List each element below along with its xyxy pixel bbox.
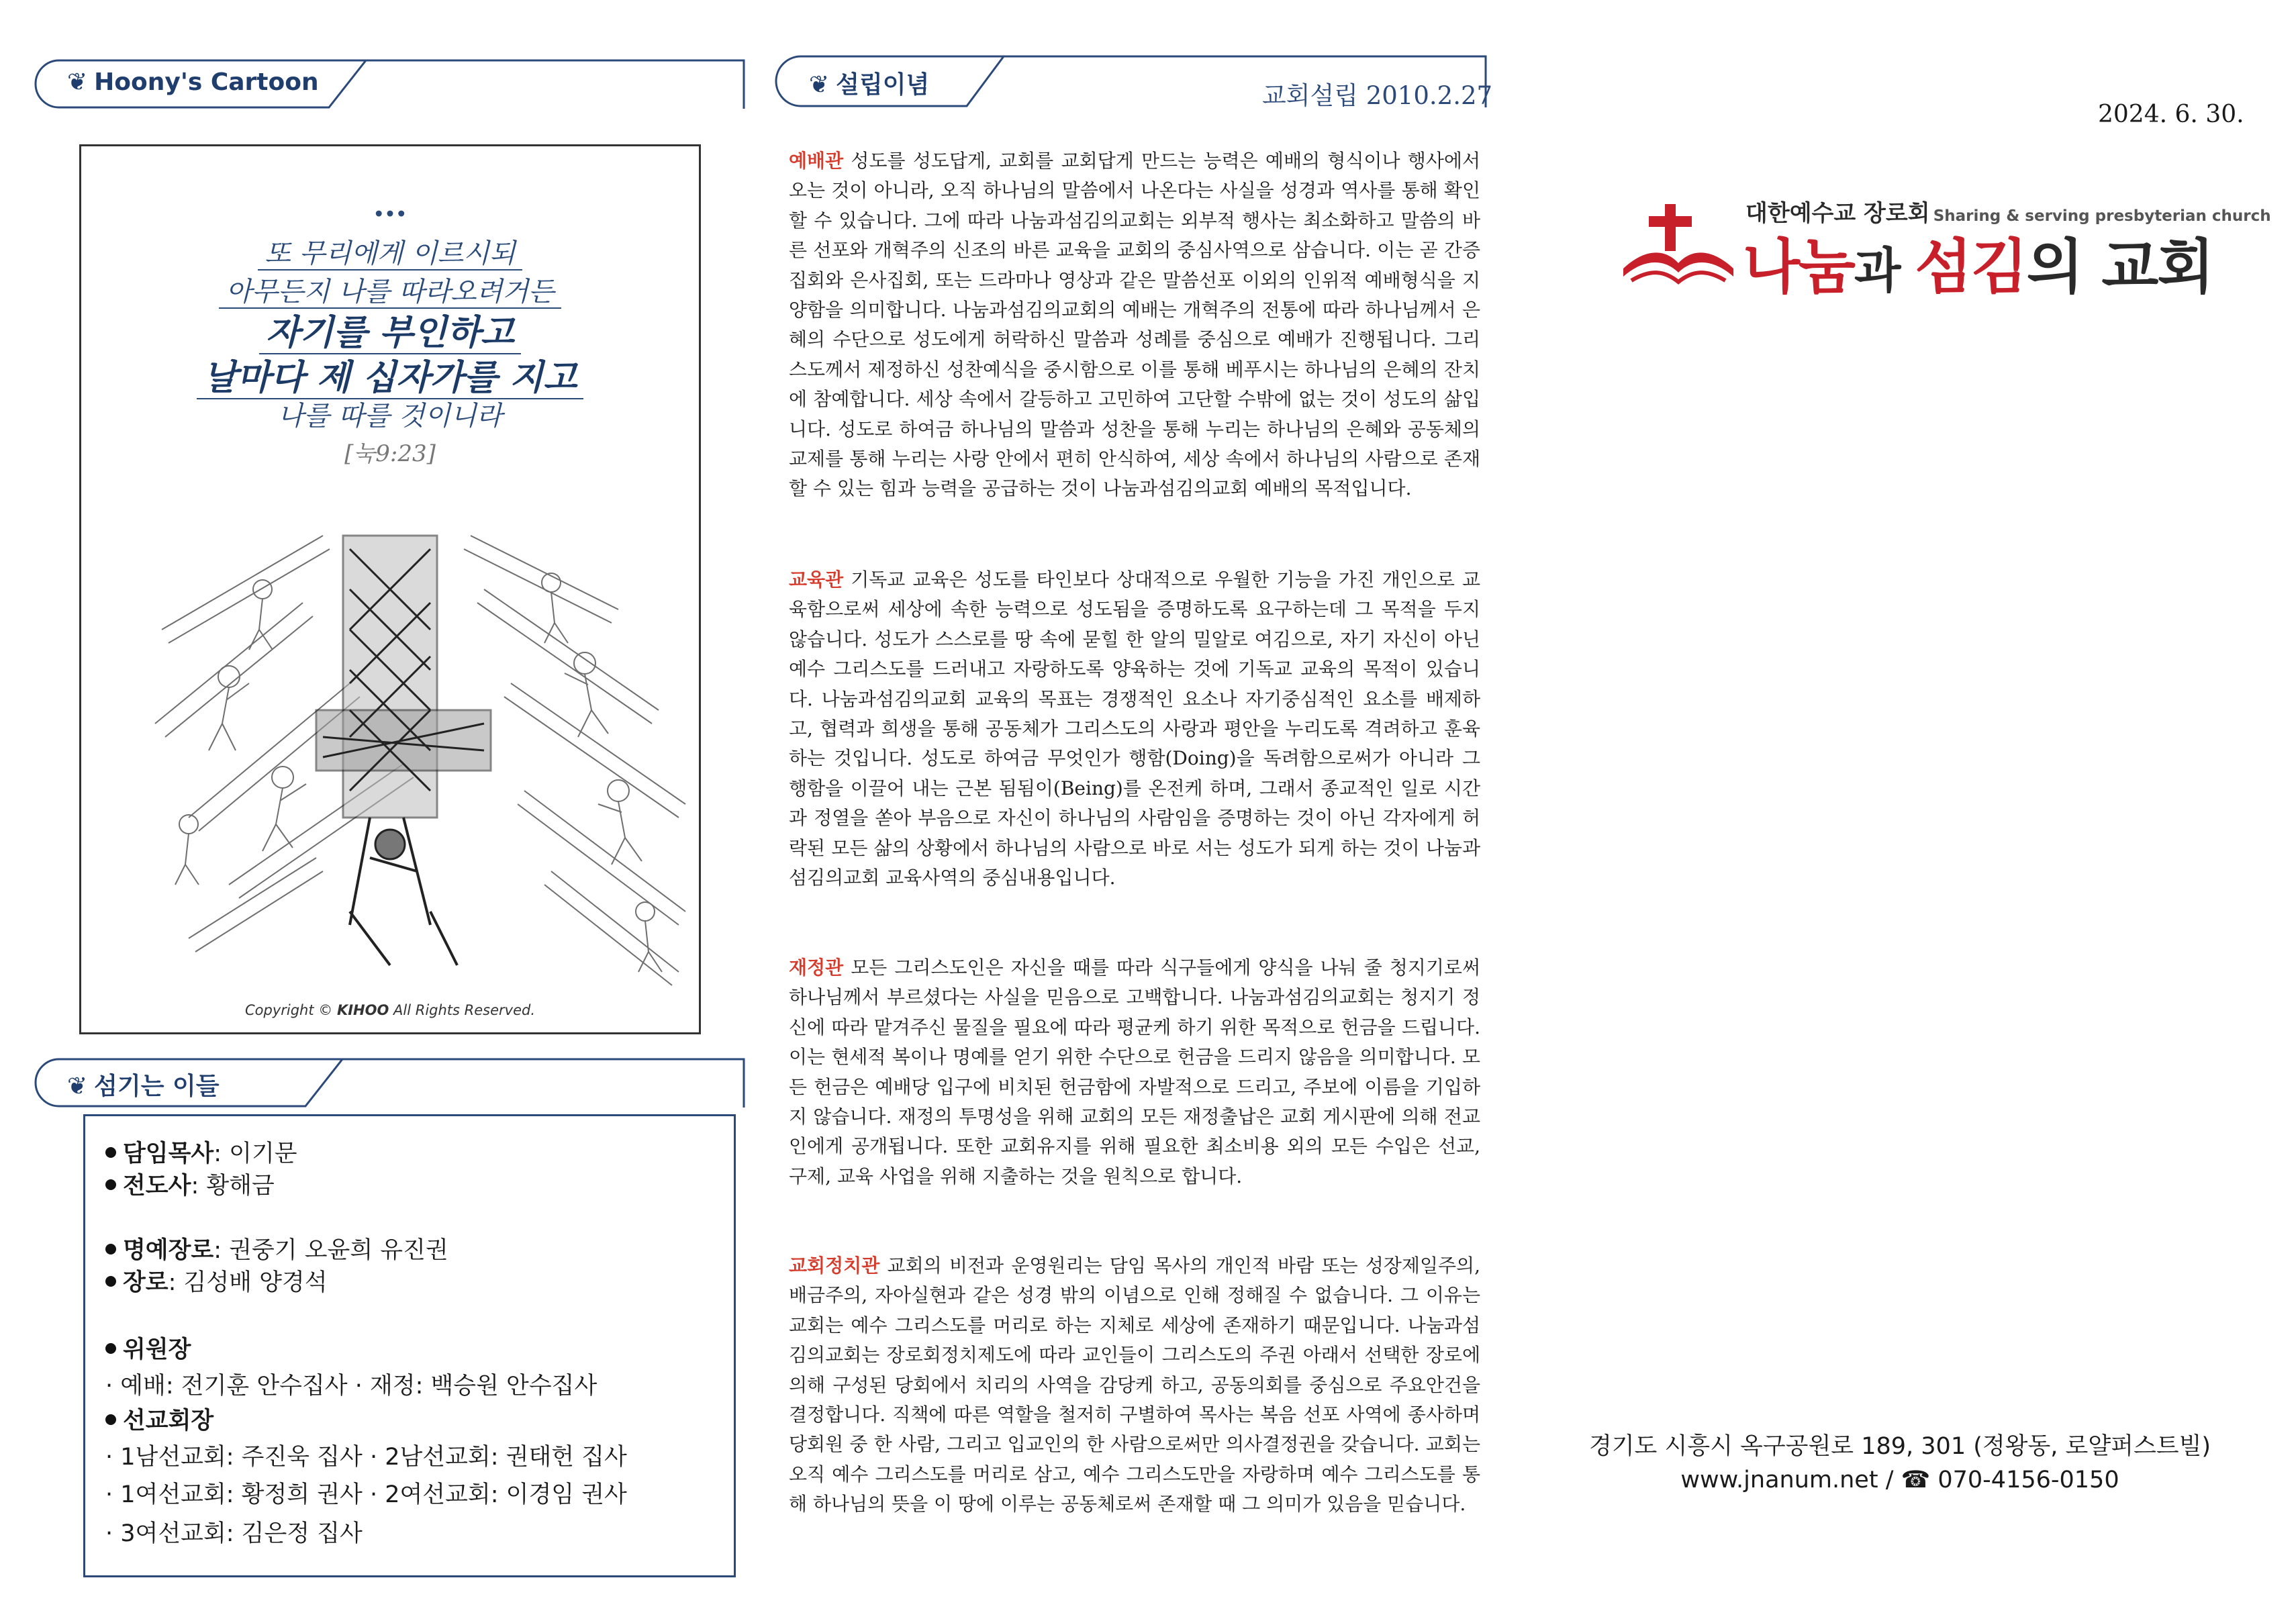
- education-section: 교육관 기독교 교육은 성도를 타인보다 상대적으로 우월한 기능을 가진 개인으로 교육함으로써 세상에 속한 능력으로 성도됨을 증명하도록 요구하는데 그 목적을 두지 않습니다. 성도가 스스로를 땅 속에 묻힐 한 알의 밀알로 여김으로, 자기 자신이 아닌 예수 그리스도를 드러내고 자랑하도록 양육하는 것에 기독교 교육의 목적이 있습니다. 나눔과섬김의교회 교육의 목표는 경쟁적인 요소나 자기중심적인 요소를 배제하고, 협력과 희생을 통해 공동체가 그리스도의 사랑과 평안을 누리도록 격려하고 훈육하는 것입니다. 성도로 하여금 무엇인가 행함(Doing)을 독려함으로써가 아니라 그 행함을 이끌어 내는 근본 됨됨이(Being)를 온전케 하며, 그래서 종교적인 일로 시간과 정열을 쏟아 부음으로 자신이 하나님의 사람임을 증명하는 것이 아닌 각자에게 허락된 모든 삶의 상황에서 하나님의 사람으로 바로 서는 성도가 되게 하는 것이 나눔과섬김의교회 교육사역의 중심내용입니다.: [789, 569, 1480, 889]
- verse-reference: [눅9:23]: [344, 440, 436, 467]
- emeritus-row: 명예장로: 권중기 오윤희 유진권: [105, 1232, 448, 1265]
- website-link[interactable]: www.jnanum.net: [1680, 1467, 1878, 1493]
- verse-line-3: 자기를 부인하고: [259, 312, 521, 354]
- mission-line-3: · 3여선교회: 김은정 집사: [105, 1520, 363, 1547]
- english-name: Sharing & serving presbyterian church: [1933, 207, 2271, 225]
- church-address: 경기도 시흥시 옥구공원로 189, 301 (정왕동, 로얄퍼스트빌): [1588, 1433, 2211, 1460]
- committee-heading: 위원장: [105, 1331, 191, 1365]
- verse-line-2: 아무든지 나를 따라오려거든: [219, 277, 561, 309]
- cartoon-panel: [79, 144, 701, 1034]
- leaf-icon: ❦: [809, 71, 830, 99]
- cartoon-ellipsis: ...: [373, 187, 408, 224]
- elder-row: 장로: 김성배 양경석: [105, 1264, 328, 1297]
- church-contact: [1564, 1430, 2236, 1497]
- established-date: 교회설립 2010.2.27: [1262, 81, 1493, 110]
- verse-line-4: 날마다 제 십자가를 지고: [197, 357, 584, 399]
- staff-section-tab: [34, 1058, 745, 1109]
- staff-box: [83, 1114, 736, 1577]
- committee-line: · 예배: 전기훈 안수집사 · 재정: 백승원 안수집사: [105, 1373, 597, 1399]
- denomination: 대한예수교 장로회: [1745, 200, 1930, 227]
- evangelist-row: 전도사: 황해금: [105, 1167, 275, 1201]
- staff-section-title: 섬기는 이들: [94, 1073, 220, 1100]
- senior-pastor-row: 담임목사: 이기문: [105, 1135, 297, 1169]
- cross-bible-icon: [1618, 201, 1739, 289]
- section-heading: 재정관: [789, 956, 844, 979]
- cartoon-section-title: Hoony's Cartoon: [94, 68, 319, 96]
- phone-number[interactable]: 070-4156-0150: [1938, 1467, 2119, 1493]
- section-heading: 교육관: [789, 569, 844, 591]
- cartoon-illustration: [148, 509, 699, 992]
- central-cross: [316, 536, 491, 965]
- verse-line-1: 또 무리에게 이르시되: [258, 238, 522, 270]
- bulletin-date: 2024. 6. 30.: [2098, 101, 2244, 128]
- section-heading: 교회정치관: [789, 1255, 880, 1277]
- leaf-icon: ❦: [67, 1073, 88, 1100]
- section-heading: 예배관: [789, 150, 844, 172]
- finance-section: 재정관 모든 그리스도인은 자신을 때를 따라 식구들에게 양식을 나눠 줄 청지기로써 하나님께서 부르셨다는 사실을 믿음으로 고백합니다. 나눔과섬김의교회는 청지기 정신에 따라 맡겨주신 물질을 필요에 따라 평균케 하기 위한 목적으로 헌금을 드립니다. 이는 현세적 복이나 명예를 얻기 위한 수단으로 헌금을 드리지 않음을 의미합니다. 모든 헌금은 예배당 입구에 비치된 헌금함에 자발적으로 드리고, 주보에 이름을 기입하지 않습니다. 재정의 투명성을 위해 교회의 모든 재정출납은 교회 게시판에 의해 전교인에게 공개됩니다. 또한 교회유지를 위해 필요한 최소비용 외의 모든 수입은 선교, 구제, 교육 사업을 위해 지출하는 것을 원칙으로 합니다.: [789, 956, 1480, 1187]
- church-name: 나눔과 섬김의 교회: [1743, 232, 2213, 301]
- church-logo: [1618, 195, 2271, 301]
- verse-line-5: 나를 따를 것이니라: [277, 401, 503, 432]
- mission-line-1: · 1남선교회: 주진욱 집사 · 2남선교회: 권태헌 집사: [105, 1444, 627, 1471]
- worship-section: 예배관 성도를 성도답게, 교회를 교회답게 만드는 능력은 예배의 형식이나 행사에서 오는 것이 아니라, 오직 하나님의 말씀에서 나온다는 사실을 성경과 역사를 통해 확인할 수 있습니다. 그에 따라 나눔과섬김의교회는 외부적 행사는 최소화하고 말씀의 바른 선포와 개혁주의 신조의 바른 교육을 교회의 중심사역으로 삼습니다. 이는 곧 간증집회와 은사집회, 또는 드라마나 영상과 같은 말씀선포 이외의 인위적 예배형식을 지양함을 의미합니다. 나눔과섬김의교회의 예배는 개혁주의 전통에 따라 하나님께서 은혜의 수단으로 성도에게 허락하신 말씀과 성례를 중심으로 예배가 진행됩니다. 그리스도께서 제정하신 성찬예식을 중시함으로 이를 통해 베푸시는 하나님의 은혜의 잔치에 참예합니다. 세상 속에서 갈등하고 고민하여 고단할 수밖에 없는 것이 성도의 삶입니다. 성도로 하여금 하나님의 말씀과 성찬을 통해 누리는 하나님의 은혜와 공동체의 교제를 통해 누리는 사랑 안에서 편히 안식하여, 세상 속에서 하나님의 사람으로 존재할 수 있는 힘과 능력을 공급하는 것이 나눔과섬김의교회 예배의 목적입니다.: [789, 150, 1480, 500]
- phone-icon: ☎: [1901, 1467, 1931, 1493]
- mission-line-2: · 1여선교회: 황정희 권사 · 2여선교회: 이경임 권사: [105, 1481, 627, 1508]
- leaf-icon: ❦: [67, 68, 88, 96]
- cartoon-section-tab: [34, 59, 745, 110]
- contact-line: www.jnanum.net / ☎ 070-4156-0150: [1680, 1467, 2119, 1493]
- cartoon-copyright: Copyright © KIHOO All Rights Reserved.: [244, 1002, 536, 1018]
- founding-section-title: 설립이념: [836, 71, 930, 99]
- polity-section: 교회정치관 교회의 비전과 운영원리는 담임 목사의 개인적 바람 또는 성장제일주의, 배금주의, 자아실현과 같은 성경 밖의 이념으로 인해 정해질 수 없습니다. 그 이유는 교회는 예수 그리스도를 머리로 하는 지체로 세상에 존재하기 때문입니다. 나눔과섬김의교회는 장로회정치제도에 따라 교인들이 그리스도의 주권 아래서 선택한 장로에 의해 구성된 당회에서 치리의 사역을 감당케 하고, 공동의회를 중심으로 주요안건을 결정합니다. 직책에 따른 역할을 철저히 구별하여 목사는 복음 선포 사역에 종사하며 당회원 중 한 사람, 그리고 입교인의 한 사람으로써만 의사결정권을 갖습니다. 교회는 오직 예수 그리스도를 머리로 삼고, 예수 그리스도만을 자랑하며 예수 그리스도를 통해 하나님의 뜻을 이 땅에 이루는 공동체로써 존재할 때 그 의미가 있음을 믿습니다.: [789, 1255, 1480, 1516]
- mission-heading: 선교회장: [105, 1402, 213, 1436]
